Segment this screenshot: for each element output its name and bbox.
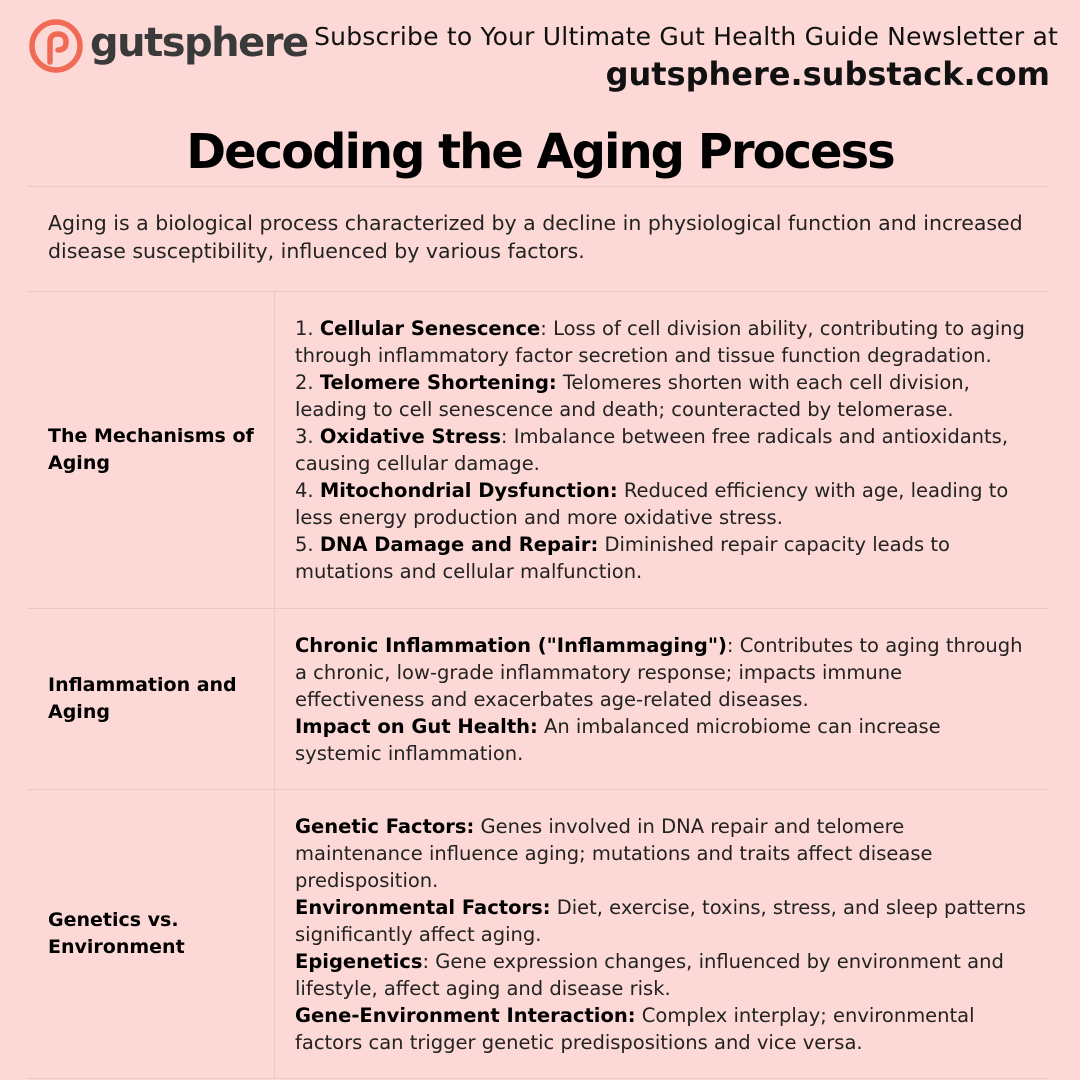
- table-row: [28, 790, 1048, 1079]
- brand-name: gutsphere: [90, 20, 308, 66]
- item-term: Mitochondrial Dysfunction:: [319, 479, 618, 502]
- row-body: [275, 609, 1048, 789]
- list-item: Impact on Gut Health: An imbalanced microbiome can increase systemic inflammation.: [295, 714, 941, 765]
- list-item: Epigenetics: Gene expression changes, influenced by environment and lifestyle, affect aging and disease risk.: [295, 949, 1004, 1000]
- subscribe-banner: [314, 20, 1058, 94]
- item-term: DNA Damage and Repair:: [319, 533, 599, 556]
- item-term: Epigenetics: [295, 949, 423, 973]
- content-table: [28, 186, 1048, 1079]
- list-item: 2. Telomere Shortening: Telomeres shorten with each cell division, leading to cell senescence and death; counteracted by telomerase.: [295, 371, 970, 421]
- intro-paragraph: Aging is a biological process characterized by a decline in physiological function and increased disease susceptibility, influenced by various factors.: [28, 187, 1048, 292]
- list-item: 4. Mitochondrial Dysfunction: Reduced efficiency with age, leading to less energy production and more oxidative stress.: [295, 479, 1009, 529]
- item-term: Environmental Factors:: [295, 895, 551, 919]
- item-term: Gene-Environment Interaction:: [295, 1003, 636, 1027]
- list-item: 3. Oxidative Stress: Imbalance between free radicals and antioxidants, causing cellular damage.: [295, 425, 1009, 475]
- subscribe-text: Subscribe to Your Ultimate Gut Health Guide Newsletter at: [314, 22, 1058, 51]
- list-item: 1. Cellular Senescence: Loss of cell division ability, contributing to aging through inflammatory factor secretion and tissue function degradation.: [295, 317, 1025, 367]
- brand-logo[interactable]: [28, 18, 308, 74]
- item-term: Oxidative Stress: [319, 425, 501, 448]
- item-term: Telomere Shortening:: [319, 371, 557, 394]
- table-row: [28, 609, 1048, 790]
- header: [0, 0, 1080, 110]
- row-body: [275, 292, 1048, 608]
- item-term: Impact on Gut Health:: [295, 714, 538, 738]
- newsletter-link[interactable]: gutsphere.substack.com: [605, 55, 1050, 93]
- gut-loop-icon: [28, 18, 84, 74]
- list-item: Gene-Environment Interaction: Complex interplay; environmental factors can trigger genetic predispositions and vice versa.: [295, 1003, 975, 1054]
- item-term: Chronic Inflammation ("Inflammaging"): [295, 633, 727, 657]
- list-item: 5. DNA Damage and Repair: Diminished repair capacity leads to mutations and cellular malfunction.: [295, 533, 950, 583]
- page-title: Decoding the Aging Process: [186, 124, 894, 180]
- row-body: [275, 790, 1048, 1078]
- item-term: Cellular Senescence: [319, 317, 541, 340]
- table-row: [28, 292, 1048, 609]
- row-heading: Inflammation and Aging: [28, 609, 275, 789]
- list-item: Genetic Factors: Genes involved in DNA repair and telomere maintenance influence aging; mutations and traits affect disease predisposition.: [295, 814, 933, 892]
- row-heading: Genetics vs. Environment: [28, 790, 275, 1078]
- row-heading: The Mechanisms of Aging: [28, 292, 275, 608]
- list-item: Chronic Inflammation ("Inflammaging"): Contributes to aging through a chronic, low-grade inflammatory response; impacts immune effectiveness and exacerbates age-related diseases.: [295, 633, 1023, 711]
- list-item: Environmental Factors: Diet, exercise, toxins, stress, and sleep patterns significantly affect aging.: [295, 895, 1026, 946]
- item-term: Genetic Factors:: [295, 814, 475, 838]
